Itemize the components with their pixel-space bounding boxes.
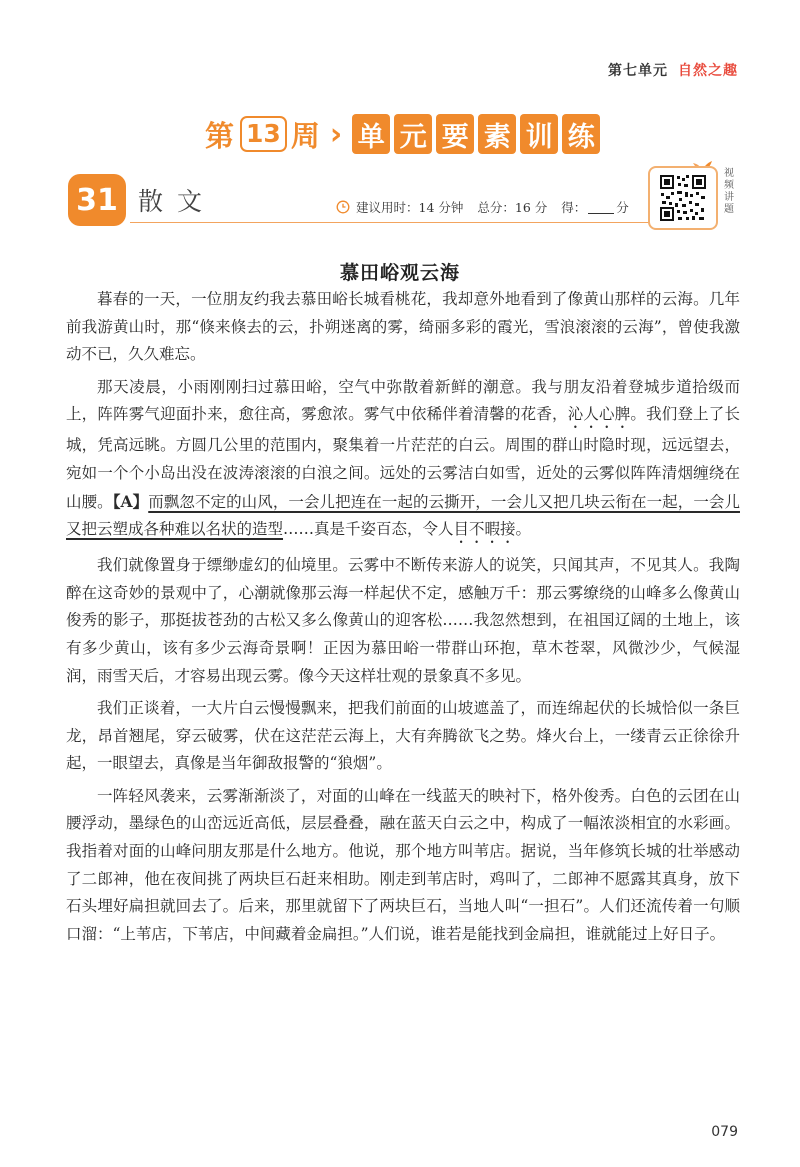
p2-text-b: 。我们登上了长城，凭高远眺。方圆几公里的范围内，聚集着一片茫茫的白云。周围的群山时隐时现，远远望去，宛如一个个小岛出没在波涛滚滚的白浪之间。远处的云雾洁白如雪，近处的云雾似阵阵清烟缠绕在山腰。 <box>66 405 740 511</box>
emphasized-phrase: 目不暇接 <box>453 520 516 539</box>
underlined-sentence: 而飘忽不定的山风，一会儿把连在一起的云撕开，一会儿又把几块云衔在一起，一会儿又把云塑成各种难以名状的造型 <box>66 492 740 539</box>
title-char: 单 <box>352 114 390 154</box>
p2-text-c: ……真是千姿百态，令人 <box>283 520 454 539</box>
suggested-time: 建议用时：14 分钟 <box>356 200 464 215</box>
video-qr-code[interactable] <box>648 166 718 230</box>
emphasized-phrase: 沁人心脾 <box>567 405 631 424</box>
section-divider <box>130 222 715 223</box>
chevron-right-icon: › <box>329 116 343 152</box>
p2-text-d: 。 <box>515 520 532 539</box>
unit-theme: 自然之趣 <box>678 63 738 79</box>
week-prefix: 第 <box>205 118 237 153</box>
paragraph-4: 我们正谈着，一大片白云慢慢飘来，把我们前面的山坡遮盖了，而连绵起伏的长城恰似一条巨龙，昂首翘尾，穿云破雾，伏在这茫茫云海上，大有奔腾欲飞之势。烽火台上，一缕青云正徐徐升起，一眼望去，真像是当年御敌报警的“狼烟”。 <box>66 698 740 773</box>
title-char: 素 <box>478 114 516 154</box>
p2-text-a: 那天凌晨，小雨刚刚扫过慕田峪，空气中弥散着新鲜的潮意。我与朋友沿着登城步道拾级而上，阵阵雾气迎面扑来，愈往高，雾愈浓。雾气中依稀伴着清馨的花香， <box>66 377 740 424</box>
title-char: 元 <box>394 114 432 154</box>
section-title: 散文 <box>138 187 217 216</box>
title-char: 训 <box>520 114 558 154</box>
week-suffix: 周 <box>290 118 322 153</box>
week-banner <box>205 112 600 156</box>
annotation-mark-a: 【A】 <box>112 491 149 511</box>
score-blank[interactable] <box>588 201 614 214</box>
qr-label: 视频讲题 <box>724 168 734 215</box>
paragraph-5: 一阵轻风袭来，云雾渐渐淡了，对面的山峰在一线蓝天的映衬下，格外俊秀。白色的云团在山腰浮动，墨绿色的山峦远近高低，层层叠叠，融在蓝天白云之中，构成了一幅浓淡相宜的水彩画。我指着对面的山峰问朋友那是什么地方。他说，那个地方叫苇店。据说，当年修筑长城的壮举感动了二郎神，他在夜间挑了两块巨石赶来相助。刚走到苇店时，鸡叫了，二郎神不愿露其真身，放下石头埋好扁担就回去了。后来，那里就留下了两块巨石，当地人叫“一担石”。人们还流传着一句顺口溜：“上苇店，下苇店，中间藏着金扁担。”人们说，谁若是能找到金扁担，谁就能过上好日子。 <box>66 786 740 944</box>
paragraph-1: 暮春的一天，一位朋友约我去慕田峪长城看桃花，我却意外地看到了像黄山那样的云海。几年前我游黄山时，那“倏来倏去的云，扑朔迷离的雾，绮丽多彩的霞光，雪浪滚滚的云海”，曾使我激动不已，久久难忘。 <box>66 290 740 364</box>
week-number: 13 <box>240 116 287 152</box>
total-score: 总分：16 分 <box>477 200 548 215</box>
unit-label: 第七单元 <box>608 63 668 79</box>
paragraph-3: 我们就像置身于缥缈虚幻的仙境里。云雾中不断传来游人的说笑，只闻其声，不见其人。我陶醉在这奇妙的景观中了，心潮就像那云海一样起伏不定，感触万千：那云雾缭绕的山峰多么像黄山俊秀的影子，那挺拔苍劲的古松又多么像黄山的迎客松……我忽然想到，在祖国辽阔的土地上，该有多少黄山，该有多少云海奇景啊！正因为慕田峪一带群山环抱，草木苍翠，风微沙少，气候湿润，雨雪天后，才容易出现云雾。像今天这样壮观的景象真不多见。 <box>66 555 740 685</box>
score-unit: 分 <box>616 200 629 215</box>
qr-code-icon <box>659 174 707 222</box>
unit-header <box>608 60 738 80</box>
title-char: 练 <box>562 114 600 154</box>
section-number-badge: 31 <box>68 174 126 226</box>
page-number: 079 <box>711 1124 738 1140</box>
paragraph-2 <box>66 374 740 548</box>
section-bar <box>68 168 734 234</box>
essay-body <box>66 286 740 953</box>
title-char: 要 <box>436 114 474 154</box>
score-label: 得： <box>561 200 587 215</box>
essay-title: 慕田峪观云海 <box>339 262 460 284</box>
unit-training-title <box>352 114 600 154</box>
exercise-meta <box>336 198 629 216</box>
clock-icon <box>336 200 350 214</box>
